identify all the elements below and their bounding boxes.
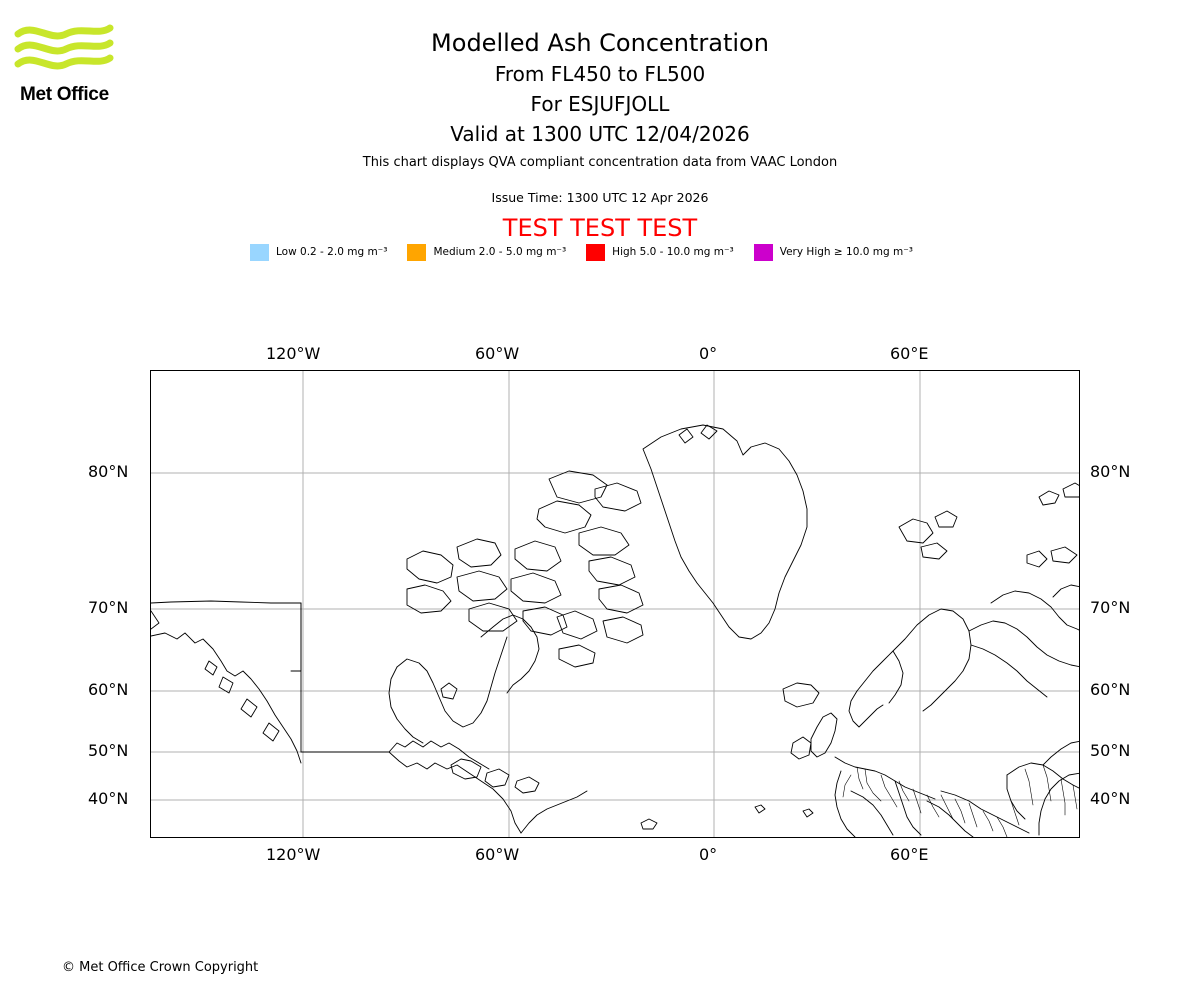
chart-title-block	[0, 28, 1200, 149]
legend-swatch-low	[250, 244, 269, 261]
issue-time: Issue Time: 1300 UTC 12 Apr 2026	[491, 190, 709, 205]
title-volcano: For ESJUFJOLL	[530, 92, 670, 116]
axis-label-right-60n: 60°N	[1090, 680, 1131, 699]
legend-item	[586, 244, 734, 261]
legend-swatch-medium	[407, 244, 426, 261]
axis-label-right-40n: 40°N	[1090, 789, 1131, 808]
axis-label-bottom-120w: 120°W	[266, 845, 321, 864]
axis-label-left-80n: 80°N	[88, 462, 129, 481]
legend-item	[250, 244, 387, 261]
axis-label-right-50n: 50°N	[1090, 741, 1131, 760]
axis-label-left-70n: 70°N	[88, 598, 129, 617]
axis-label-left-60n: 60°N	[88, 680, 129, 699]
legend-swatch-very-high	[754, 244, 773, 261]
legend-item	[754, 244, 913, 261]
legend-label-high: High 5.0 - 10.0 mg m⁻³	[612, 246, 734, 258]
map-gridlines	[151, 371, 1080, 838]
title-valid-time: Valid at 1300 UTC 12/04/2026	[450, 122, 750, 146]
axis-label-left-40n: 40°N	[88, 789, 129, 808]
qva-note: This chart displays QVA compliant concentration data from VAAC London	[362, 155, 838, 170]
copyright-text: © Met Office Crown Copyright	[62, 960, 259, 975]
ash-concentration-map[interactable]	[150, 370, 1080, 838]
axis-label-bottom-60e: 60°E	[890, 845, 929, 864]
axis-label-bottom-60w: 60°W	[475, 845, 520, 864]
legend-label-medium: Medium 2.0 - 5.0 mg m⁻³	[433, 246, 567, 258]
legend-label-very-high: Very High ≥ 10.0 mg m⁻³	[779, 246, 913, 258]
concentration-legend	[250, 242, 990, 262]
title-flight-levels: From FL450 to FL500	[494, 62, 706, 86]
axis-label-top-60e: 60°E	[890, 344, 929, 363]
legend-label-low: Low 0.2 - 2.0 mg m⁻³	[276, 246, 388, 258]
map-coastlines	[151, 425, 1080, 837]
page-title: Modelled Ash Concentration	[431, 29, 769, 57]
met-office-logo-text: Met Office	[20, 84, 109, 105]
axis-label-left-50n: 50°N	[88, 741, 129, 760]
legend-swatch-high	[586, 244, 605, 261]
axis-label-top-0: 0°	[699, 344, 718, 363]
test-banner: TEST TEST TEST	[502, 214, 698, 242]
legend-item	[407, 244, 566, 261]
axis-label-top-60w: 60°W	[475, 344, 520, 363]
axis-label-right-70n: 70°N	[1090, 598, 1131, 617]
axis-label-bottom-0: 0°	[699, 845, 718, 864]
axis-label-right-80n: 80°N	[1090, 462, 1131, 481]
axis-label-top-120w: 120°W	[266, 344, 321, 363]
